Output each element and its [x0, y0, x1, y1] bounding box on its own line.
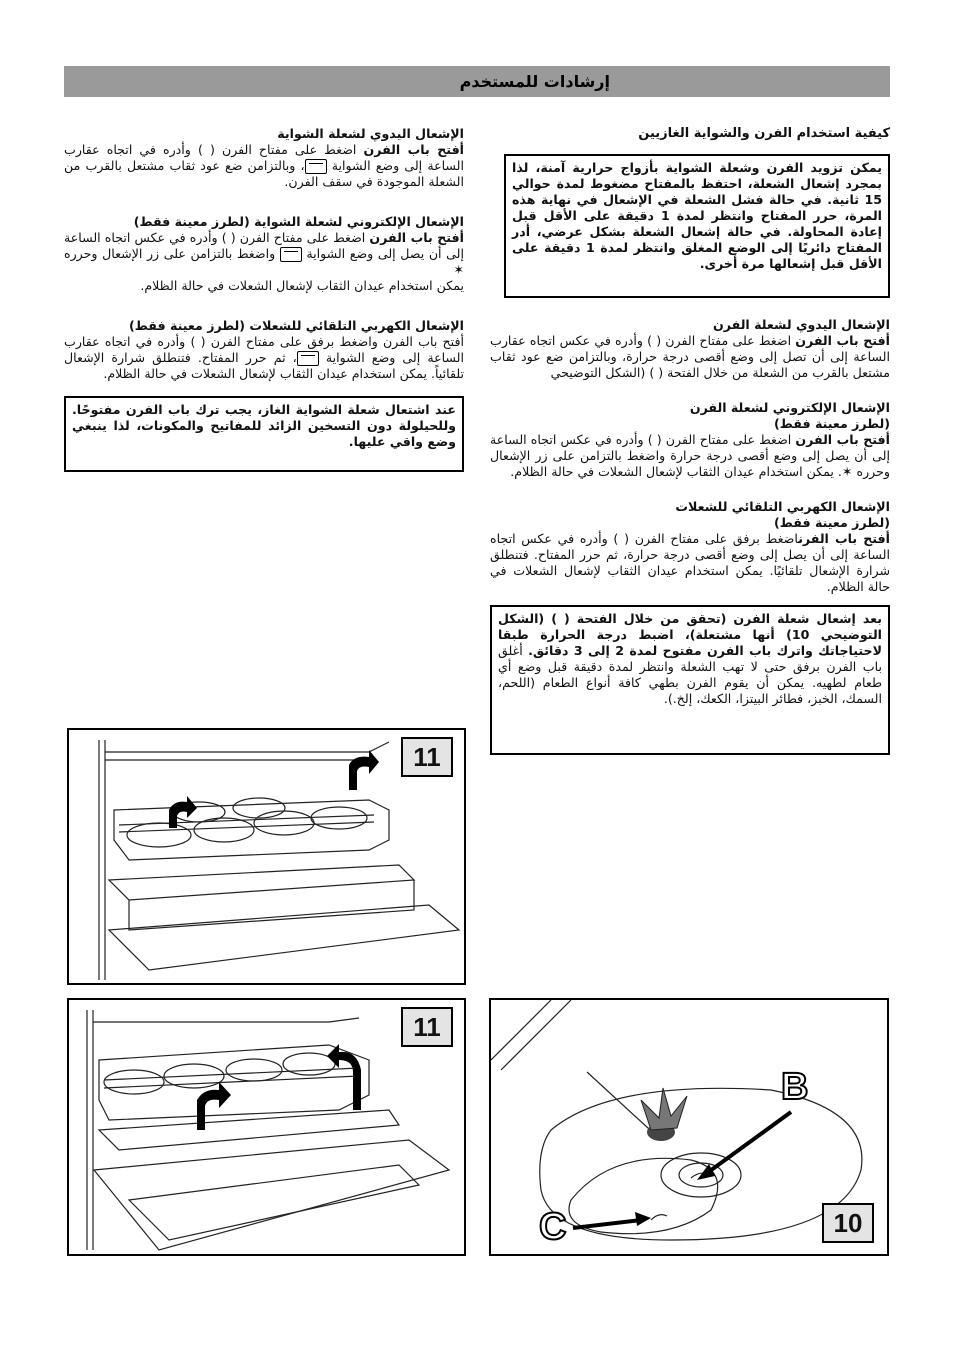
- figure-grill-tray-bottom: [67, 998, 466, 1256]
- right-title: كيفية استخدام الفرن والشواية الغازيين: [638, 126, 890, 141]
- grill-manual-text: [64, 142, 464, 190]
- grill-symbol-icon: [297, 351, 319, 366]
- oven-manual-text: [490, 333, 890, 381]
- oven-electronic-sub: (لطرز معينة فقط): [774, 416, 890, 431]
- grill-auto-heading: الإشعال الكهربي التلقائي للشعلات (لطرز معينة فقط): [129, 318, 464, 333]
- grill-electronic-lead: أفتح باب الفرن: [369, 230, 464, 245]
- grill-warning-box: [64, 396, 464, 472]
- figure-number-badge: 11: [401, 1007, 453, 1047]
- oven-electronic-text: [490, 432, 890, 480]
- oven-auto-lead: أفتح باب الفرن: [798, 531, 890, 546]
- after-ignition-box: [490, 605, 890, 755]
- oven-auto-text: [490, 531, 890, 595]
- figure-burner-ignition: [489, 998, 889, 1256]
- figure-number-badge: 11: [401, 737, 453, 777]
- grill-electronic-mid: واضغط بالتزامن على زر الإشعال وحرره: [64, 246, 280, 261]
- thermocouple-warning-text: يمكن تزويد الفرن وشعلة الشواية بأزواج حرارية آمنة، لذا بمجرد إشعال الشعلة، احتفظ بالمفتاح مضغوط لمدة حوالي 15 ثانية. في حالة فشل الشعلة في الإشعال في نهاية هذه المرة، حرر المفتاح وانتظر لمدة 1 دقيقة على الأقل قبل إعادة المحاولة. في حالة إشعال الشعلة بشكل عرضي، أدر المفتاح دائريًا إلى الوضع المغلق وانتظر لمدة 1 دقيقة على الأقل قبل إشعالها مرة أخرى.: [512, 160, 883, 271]
- oven-electronic-lead: أفتح باب الفرن: [795, 432, 890, 447]
- oven-manual-heading: الإشعال اليدوي لشعلة الفرن: [713, 317, 890, 332]
- grill-auto-tail: ، ثم حرر المفتاح. فتنطلق شرارة الإشعال تلقائياً. يمكن استخدام عيدان الثقاب لإشعال الشعلات في حالة الظلام.: [64, 350, 464, 381]
- oven-electronic-tail: . يمكن استخدام عيدان الثقاب لإشعال الشعلات في حالة الظلام.: [510, 464, 842, 479]
- grill-symbol-icon: [305, 159, 327, 174]
- grill-auto-body: أفتح باب الفرن واضغط برفق على مفتاح الفرن ( ) وأدره في اتجاه عقارب الساعة إلى وضع الشواية: [64, 334, 464, 365]
- oven-auto-body: اضغط برفق على مفتاح الفرن ( ) وأدره في عكس اتجاه الساعة إلى أن يصل إلى وضع أقصى درجة حرارة، ثم حرر المفتاح. فتنطلق شرارة الإشعال تلقائيًا. يمكن استخدام عيدان الثقاب لإشعال الشعلات في حالة الظلام.: [490, 531, 890, 594]
- section-header: [64, 66, 890, 97]
- grill-symbol-icon: [280, 247, 302, 262]
- oven-electronic-heading: الإشعال الإلكتروني لشعلة الفرن: [689, 400, 890, 415]
- grill-manual-body: اضغط على مفتاح الفرن ( ) وأدره في اتجاه عقارب الساعة إلى وضع الشواية: [64, 142, 464, 173]
- label-b: B: [781, 1066, 809, 1108]
- grill-manual-tail: ، وبالتزامن ضع عود ثقاب مشتعل بالقرب من الشعلة الموجودة في سقف الفرن.: [64, 158, 464, 189]
- figure-number-badge: 10: [822, 1203, 874, 1243]
- grill-electronic-body: اضغط على مفتاح الفرن ( ) وأدره في عكس اتجاه الساعة إلى أن يصل إلى وضع الشواية: [64, 230, 464, 261]
- figure-grill-tray-top: [67, 728, 466, 985]
- oven-manual-lead: أفتح باب الفرن: [795, 333, 890, 348]
- right-column: [490, 126, 890, 755]
- grill-electronic-heading: الإشعال الإلكتروني لشعلة الشواية (لطرز معينة فقط): [133, 214, 464, 229]
- grill-manual-lead: أفتح باب الفرن: [363, 142, 465, 157]
- label-c: C: [539, 1206, 567, 1248]
- left-column: [64, 126, 464, 472]
- grill-electronic-text: [64, 230, 464, 278]
- grill-electronic-tail: يمكن استخدام عيدان الثقاب لإشعال الشعلات في حالة الظلام.: [140, 278, 464, 293]
- grill-warning-text: عند اشتعال شعلة الشواية الغاز، يجب ترك باب الفرن مفتوحًا. وللحيلولة دون التسخين الزائد للمفاتيح والمكونات، لذا ينبغي وضع واقي عليها.: [72, 402, 456, 449]
- oven-electronic-body: اضغط على مفتاح الفرن ( ) وأدره في عكس اتجاه الساعة إلى أن يصل إلى وضع أقصى درجة حرارة واضغط بالتزامن على زر الإشعال وحرره: [490, 432, 890, 479]
- spark-icon: ✶: [841, 464, 853, 479]
- thermocouple-warning-box: [504, 154, 890, 298]
- after-ignition-text: أغلق باب الفرن برفق حتى لا تهب الشعلة وانتظر لمدة دقيقة قبل وضع أي طعام لطهيه. يمكن أن يقوم الفرن بطهي كافة أنواع الطعام (اللحم، السمك، الخبز، فطائر البيتزا، الكعك، إلخ.).: [498, 643, 882, 706]
- after-ignition-bold: بعد إشعال شعلة الفرن (تحقق من خلال الفتحة ( ) (الشكل التوضيحي 10) أنها مشتعلة)، اضبط درجة الحرارة طبقا لاحتياجاتك واترك باب الفرن مفتوح لمدة 2 إلى 3 دقائق.: [498, 611, 882, 658]
- oven-manual-body: اضغط على مفتاح الفرن ( ) وأدره في عكس اتجاه عقارب الساعة إلى أن تصل إلى وضع أقصى درجة حرارة، وبالتزامن ضع عود ثقاب مشتعل بالقرب من الشعلة من خلال الفتحة ( ) (الشكل التوضيحي: [490, 333, 890, 380]
- spark-icon: ✶: [453, 262, 464, 277]
- grill-manual-heading: الإشعال اليدوي لشعلة الشواية: [277, 126, 464, 141]
- grill-auto-text: [64, 334, 464, 382]
- oven-auto-heading: الإشعال الكهربي التلقائي للشعلات: [675, 499, 890, 514]
- oven-auto-sub: (لطرز معينة فقط): [774, 515, 890, 530]
- section-title: إرشادات للمستخدم: [459, 72, 610, 91]
